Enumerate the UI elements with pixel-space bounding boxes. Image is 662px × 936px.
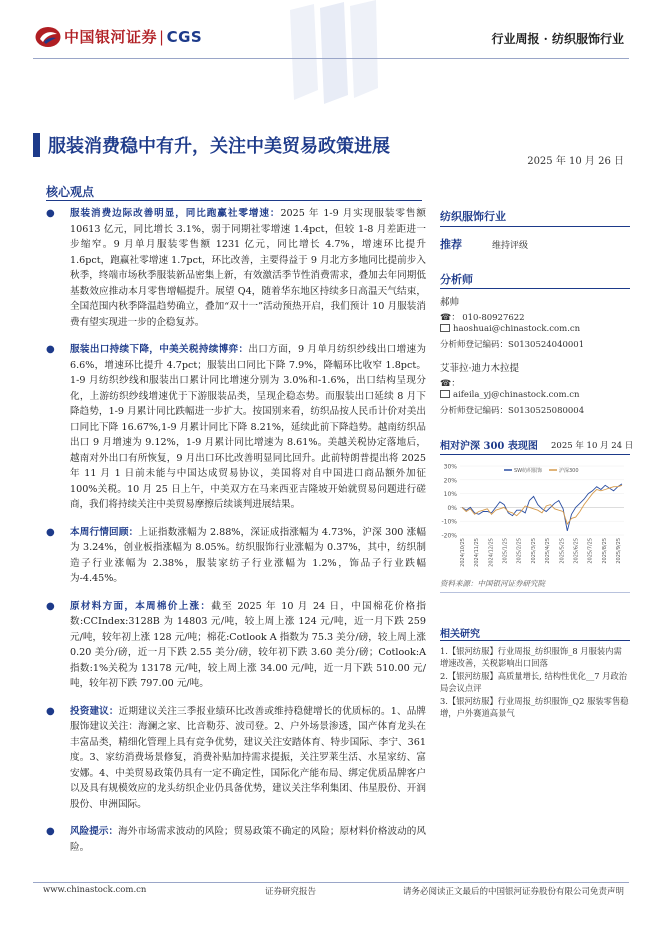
footer-website[interactable]: www.chinastock.com.cn — [43, 885, 147, 895]
x-tick-label: 2025/7/25 — [587, 538, 594, 564]
paragraph-text: 2025 年 1-9 月实现服装零售额 10613 亿元，同比增长 3.1%，弱于同期社零增速 1.4pct，但较 1-8 月差距进一步缩窄。9 月单月服装零售额 1231 亿元，同比增长 4.7%，增速环比提升 1.6pct，跑赢社零增速 1.7pct，环比改善，主要得益于 9 月北方多地同比提前步入秋季，终端市场秋季服装新品密集上新，有效激活季节性消费需求，叠加去年同期低基数效应推动本月零售增幅提升。展望 Q4，随着华东地区持续多日高温天气结束，全国范围内秋季降温趋势确立，叠加“双十一”活动预热开启，我们预计 10 月服装消费有望实现进一步的企稳复苏。 — [70, 208, 427, 328]
title-accent-bar — [33, 133, 40, 157]
analyst-cert: 分析师登记编码：S0130524040001 — [440, 340, 585, 350]
brand-code: CGS — [166, 28, 203, 46]
y-tick-label: 20% — [443, 477, 457, 485]
phone-number: 010-80927622 — [462, 313, 525, 323]
mail-icon — [440, 324, 450, 332]
legend-label: 沪深300 — [559, 468, 579, 474]
header-divider — [33, 58, 629, 59]
x-tick-label: 2025/6/25 — [573, 538, 580, 564]
chart-date: 2025 年 10 月 24 日 — [551, 441, 634, 451]
x-tick-label: 2025/3/25 — [530, 538, 537, 564]
x-tick-label: 2025/1/25 — [502, 538, 509, 564]
rating-label: 推荐 — [440, 238, 462, 251]
industry-title: 纺织服饰行业 — [440, 210, 506, 223]
analyst-cert: 分析师登记编码：S0130525080004 — [440, 406, 585, 416]
paragraph-text: 截至 2025 年 10 月 24 日，中国棉花价格指数:CCIndex:3128B 为 14803 元/吨，较上周上涨 124 元/吨，近一月下跌 259 元/吨，较年初上涨 128 元/吨；棉花:Cotlook A 指数为 75.3 美分/磅，较上周上涨 0.20 美分/磅，近一月下跌 2.55 美分/磅，较年初下跌 3.60 美分/磅；Cotlook:A 指数:1%关税为 13178 元/吨，较上周上涨 34.00 元/吨，近一月下跌 510.00 元/吨，较年初下跌 797.00 元/吨。 — [70, 600, 427, 689]
brand-logo-icon — [35, 26, 61, 48]
x-tick-label: 2024/10/25 — [460, 538, 466, 567]
email-address[interactable]: aifeila_yj@chinastock.com.cn — [453, 390, 580, 400]
x-tick-label: 2025/4/25 — [545, 538, 552, 564]
y-tick-label: -10% — [441, 518, 457, 526]
y-tick-label: -20% — [441, 532, 457, 540]
x-tick-label: 2024/12/25 — [488, 538, 495, 567]
x-tick-label: 2025/5/25 — [559, 538, 566, 564]
phone-icon: ☎： — [440, 379, 461, 389]
related-research-item[interactable]: 2.【银河纺服】高质量增长, 结构性优化__7 月政治局会议点评 — [440, 671, 628, 693]
paragraph — [43, 206, 426, 330]
paragraph — [43, 342, 426, 513]
bullet-icon: ● — [46, 526, 55, 538]
sidebar-divider — [440, 592, 630, 593]
brand-text: 中国银河证券 — [64, 28, 158, 46]
related-research-item[interactable]: 1.【银河纺服】行业周报_纺织服饰_8 月服装内需增速改善，关税影响出口回落 — [440, 646, 622, 668]
paragraph-text: 海外市场需求波动的风险；贸易政策不确定的风险；原材料价格波动的风险。 — [70, 826, 427, 853]
paragraph — [43, 525, 426, 587]
phone-icon: ☎： — [440, 313, 461, 323]
page-title: 服装消费稳中有升，关注中美贸易政策进展 — [48, 136, 390, 157]
sidebar-divider — [440, 640, 630, 641]
paragraph-lead: 本周行情回顾： — [70, 526, 139, 538]
analyst-phone — [440, 376, 462, 389]
bullet-icon: ● — [46, 344, 55, 355]
section-title-core: 核心观点 — [46, 185, 95, 199]
paragraph — [43, 704, 426, 813]
paragraph-lead: 投资建议： — [70, 705, 119, 717]
chart-source: 资料来源：中国银河证券研究院 — [440, 579, 545, 588]
main-content — [43, 206, 426, 867]
sidebar-divider — [440, 226, 630, 227]
bullet-icon: ● — [46, 600, 55, 612]
x-tick-label: 2025/9/25 — [616, 538, 622, 564]
analyst-phone — [440, 310, 525, 323]
legend-label: SW纺织服饰 — [514, 468, 543, 474]
analyst-name: 郝帅 — [440, 297, 460, 308]
analyst-email — [440, 324, 580, 334]
x-tick-label: 2025/2/25 — [516, 538, 523, 564]
brand-separator: | — [159, 28, 165, 46]
series-line — [462, 485, 622, 524]
paragraph-lead: 原材料方面，本周棉价上涨： — [70, 600, 212, 612]
paragraph-lead: 风险提示： — [70, 826, 119, 837]
report-date: 2025 年 10 月 26 日 — [527, 156, 624, 167]
x-tick-label: 2025/8/25 — [601, 538, 608, 564]
report-type: 行业周报 · 纺织服饰行业 — [491, 32, 624, 46]
rating-value: 维持评级 — [492, 241, 529, 251]
bullet-icon: ● — [46, 826, 55, 837]
related-research-item[interactable]: 3.【银河纺服】行业周报_纺织服饰_Q2 服装零售稳增，户外赛道高景气 — [440, 696, 629, 718]
y-tick-label: 0% — [447, 504, 457, 512]
paragraph — [43, 599, 426, 692]
paragraph-lead: 服装消费边际改善明显，同比跑赢社零增速： — [70, 208, 281, 219]
relative-performance-chart — [434, 458, 629, 578]
bullet-icon: ● — [46, 208, 55, 219]
paragraph — [43, 824, 426, 855]
bullet-icon: ● — [46, 705, 55, 717]
paragraph-text: 上证指数涨幅为 2.88%，深证成指涨幅为 4.73%，沪深 300 涨幅为 3.24%，创业板指涨幅为 8.05%。纺织服饰行业涨幅为 0.37%，其中，纺织制造子行业涨幅为 2.38%，服装家纺子行业涨幅为 1.2%，饰品子行业跌幅为-4.45%。 — [70, 526, 426, 584]
y-tick-label: 10% — [443, 491, 457, 499]
brand-name — [64, 26, 202, 47]
paragraph-text: 出口方面，9 月单月纺织纱线出口增速为 6.6%，增速环比提升 4.7pct；服装出口同比下降 7.9%，降幅环比收窄 1.8pct。1-9 月纺织纱线和服装出口累计同比增速分别为 3.0%和-1.6%，出口结构呈现分化，上游纺织纱线增速优于下游服装品类，呈现企稳态势。而服装出口延续 8 月下降趋势，1-9 月累计同比跌幅进一步扩大。按国别来看，纺织品按人民币计价对美出口同比下降 16.67%,1-9 月累计同比下降 8.21%，延续此前下降趋势。越南纺织品出口 9 月增速为 9.12%，1-9 月累计同比增速为 8.61%。美越关税协定落地后，越南对外出口有所恢复，9 月出口环比改善明显同比回升。此前特朗普提出将 2025 年 11 月 1 日前未能与中国达成贸易协议，美国将对自中国进口商品额外加征 100%关税。10 月 25 日上午，中美双方在马来西亚吉隆坡开始就贸易问题进行磋商，我们将持续关注中美贸易摩擦后续谈判进展结果。 — [70, 344, 427, 510]
footer-disclaimer: 请务必阅读正文最后的中国银河证券股份有限公司免责声明 — [402, 887, 624, 897]
email-address[interactable]: haoshuai@chinastock.com.cn — [453, 324, 581, 334]
footer-center: 证券研究报告 — [265, 887, 317, 897]
footer-divider — [33, 882, 629, 883]
analyst-section-title: 分析师 — [440, 273, 473, 286]
analyst-name: 艾菲拉·迪力木拉提 — [440, 363, 520, 374]
sidebar-divider — [440, 288, 630, 289]
related-research-title: 相关研究 — [440, 629, 480, 640]
y-tick-label: 30% — [443, 463, 457, 471]
mail-icon — [440, 390, 450, 398]
section-divider — [46, 200, 422, 201]
paragraph-text: 近期建议关注三季报业绩环比改善或维持稳健增长的优质标的。1、品牌服饰建议关注：海澜之家、比音勒芬、波司登。2、户外场景渗透，国产体育龙头在丰富品类，精细化管理上具有竞争优势，建议关注安踏体育、特步国际、李宁、361 度。3、家纺消费场景修复，消费补贴加持需求提振，关注罗莱生活、水星家纺、富安娜。4、中美贸易政策仍具有一定不确定性，国际化产能布局、绑定优质品牌客户以及具有规模效应的龙头纺织企业仍具备优势，建议关注华利集团、伟星股份、开润股份、申洲国际。 — [70, 705, 427, 810]
analyst-email — [440, 390, 580, 400]
watermark-decoration — [284, 0, 382, 120]
x-tick-label: 2024/11/25 — [474, 538, 481, 567]
chart-title: 相对沪深 300 表现图 — [440, 441, 538, 452]
sidebar-divider — [440, 454, 630, 455]
paragraph-lead: 服装出口持续下降，中美关税持续博弈： — [70, 344, 249, 355]
